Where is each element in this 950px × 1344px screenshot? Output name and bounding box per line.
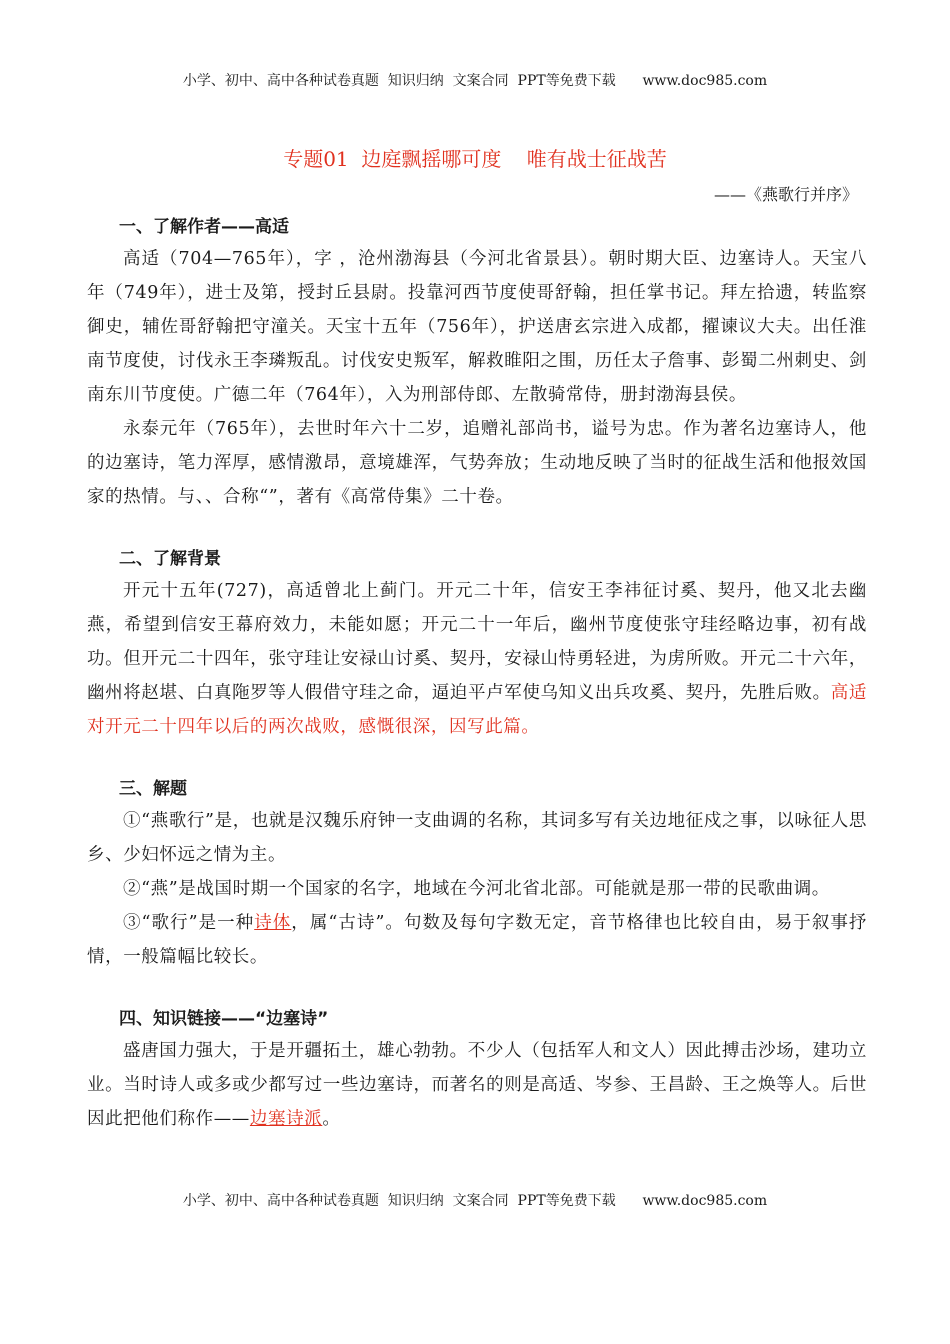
background-paragraph [87, 574, 867, 744]
author-paragraph-1: 高适（704—765年），字 ，沧州渤海县（今河北省景县）。朝时期大臣、边塞诗人。天宝八年（749年），进士及第，授封丘县尉。投靠河西节度使哥舒翰，担任掌书记。拜左拾遗，转监察御史，辅佐哥舒翰把守潼关。天宝十五年（756年），护送唐玄宗进入成都，擢谏议大夫。出任淮南节度使，讨伐永王李璘叛乱。讨伐安史叛军，解救睢阳之围，历任太子詹事、彭蜀二州刺史、剑南东川节度使。广德二年（764年），入为刑部侍郎、左散骑常侍，册封渤海县侯。 [87, 249, 867, 405]
section-heading-background: 二、了解背景 [119, 549, 221, 569]
explanation-item-3-text-b: ，属“古诗”。句数及每句字数无定，音节格律也比较自由，易于叙事抒情，一般篇幅比较长。 [87, 913, 867, 967]
page-header: 小学、初中、高中各种试卷真题 知识归纳 文案合同 PPT等免费下载 www.doc985.com [182, 73, 768, 89]
poem-form-link[interactable]: 诗体 [254, 913, 292, 933]
section-heading-knowledge-link: 四、知识链接——“边塞诗” [119, 1009, 329, 1029]
frontier-poetry-school-link[interactable]: 边塞诗派 [249, 1109, 323, 1129]
background-text: 开元十五年(727)，高适曾北上蓟门。开元二十年，信安王李祎征讨奚、契丹，他又北去幽燕，希望到信安王幕府效力，未能如愿；开元二十一年后，幽州节度使张守珪经略边事，初有战功。但开元二十四年，张守珪让安禄山讨奚、契丹，安禄山恃勇轻进，为虏所败。开元二十六年，幽州将赵堪、白真陁罗等人假借守珪之命，逼迫平卢军使乌知义出兵攻奚、契丹，先胜后败。 [87, 581, 867, 703]
section-heading-author: 一、了解作者——高适 [119, 217, 289, 237]
knowledge-paragraph [87, 1034, 867, 1136]
page-title: 专题01 边庭飘摇哪可度 唯有战士征战苦 [283, 147, 667, 171]
spacer [87, 514, 867, 544]
explanation-item-2: ②“燕”是战国时期一个国家的名字，地域在今河北省北部。可能就是那一带的民歌曲调。 [123, 879, 830, 899]
spacer [87, 974, 867, 1004]
page-subtitle: ——《燕歌行并序》 [713, 185, 858, 204]
document-body [87, 212, 867, 1136]
page-footer: 小学、初中、高中各种试卷真题 知识归纳 文案合同 PPT等免费下载 www.doc985.com [182, 1193, 768, 1209]
spacer [87, 744, 867, 774]
background-highlight: 高适对开元二十四年以后的两次战败，感慨很深，因写此篇。 [87, 683, 867, 737]
knowledge-text-a: 盛唐国力强大，于是开疆拓土，雄心勃勃。不少人（包括军人和文人）因此搏击沙场，建功立业。当时诗人或多或少都写过一些边塞诗，而著名的则是高适、岑参、王昌龄、王之焕等人。后世因此把他们称作—— [87, 1041, 867, 1129]
author-paragraph-2: 永泰元年（765年），去世时年六十二岁，追赠礼部尚书，谥号为忠。作为著名边塞诗人，他的边塞诗，笔力浑厚，感情激昂，意境雄浑，气势奔放；生动地反映了当时的征战生活和他报效国家的热情。与、、合称“”，著有《高常侍集》二十卷。 [87, 419, 867, 507]
explanation-item-1: ①“燕歌行”是，也就是汉魏乐府钟一支曲调的名称，其词多写有关边地征戍之事，以咏征人思乡、少妇怀远之情为主。 [87, 811, 867, 865]
knowledge-text-b: 。 [322, 1109, 341, 1129]
explanation-item-3 [87, 906, 867, 974]
explanation-item-3-text-a: ③“歌行”是一种 [123, 913, 255, 933]
section-heading-title-explanation: 三、解题 [119, 779, 187, 799]
